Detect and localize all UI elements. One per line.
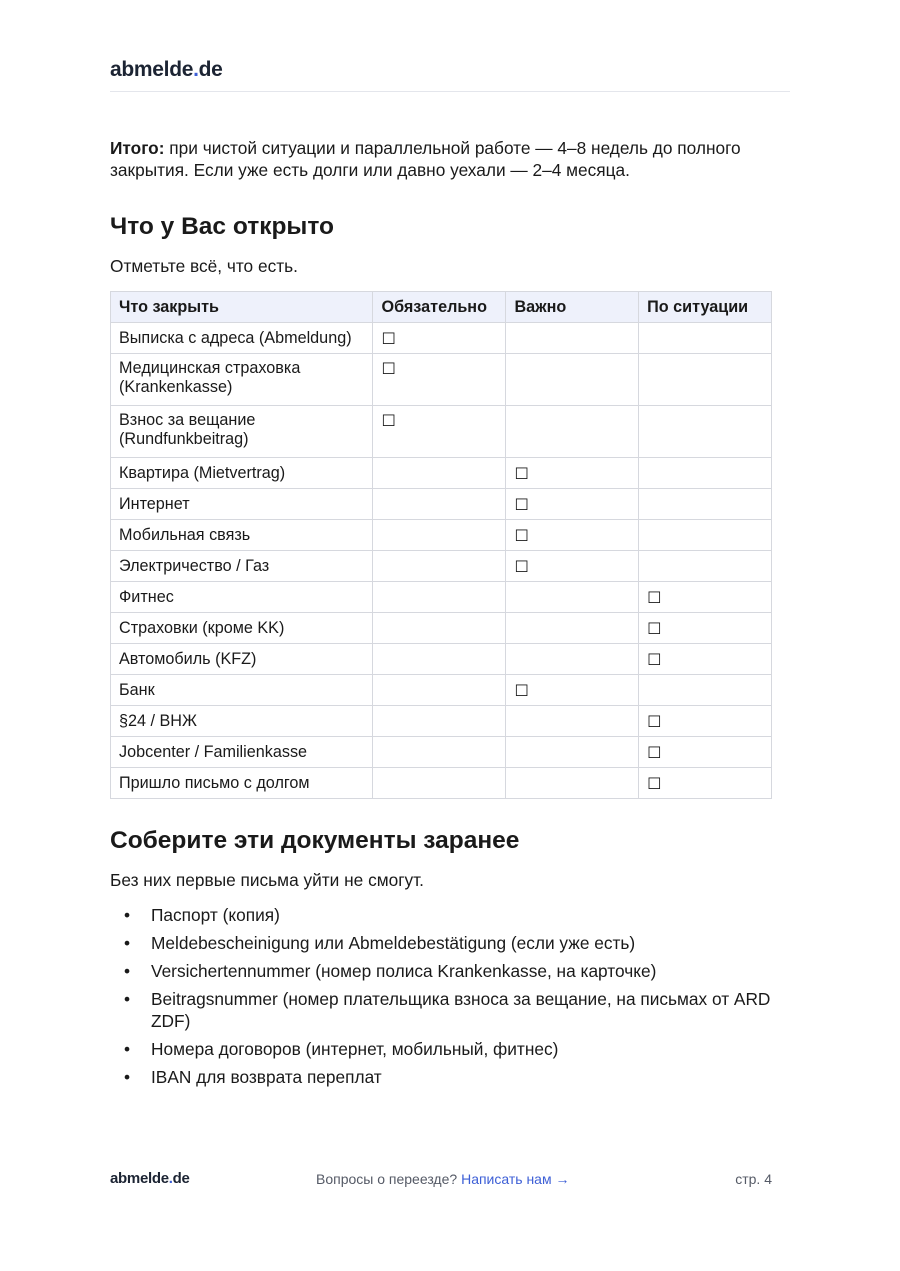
cell-situational xyxy=(639,323,772,354)
summary-text: при чистой ситуации и параллельной работе — 4–8 недель до полного закрытия. Если уже есть долги или давно уехали — 2–4 месяца. xyxy=(110,138,741,180)
cell-important[interactable] xyxy=(506,675,639,706)
cell-important[interactable] xyxy=(506,551,639,582)
row-label: Мобильная связь xyxy=(111,520,373,551)
table-header-row xyxy=(111,292,772,323)
checkbox-icon[interactable]: ☐ xyxy=(381,359,396,378)
cell-mandatory xyxy=(373,644,506,675)
table-row xyxy=(111,354,772,406)
checkbox-icon[interactable]: ☐ xyxy=(514,680,529,700)
cell-situational[interactable] xyxy=(639,582,772,613)
checkbox-icon[interactable]: ☐ xyxy=(647,587,662,607)
cell-situational xyxy=(639,551,772,582)
brand-logo[interactable] xyxy=(110,58,223,81)
row-label: Фитнес xyxy=(111,582,373,613)
cell-situational[interactable] xyxy=(639,768,772,799)
cell-important xyxy=(506,644,639,675)
checkbox-icon[interactable]: ☐ xyxy=(647,618,662,638)
cell-mandatory xyxy=(373,582,506,613)
checklist-table xyxy=(110,291,772,799)
checkbox-icon[interactable]: ☐ xyxy=(514,556,529,576)
row-label: Jobcenter / Familienkasse xyxy=(111,737,373,768)
cell-situational xyxy=(639,354,772,406)
checkbox-icon[interactable]: ☐ xyxy=(381,411,396,430)
table-row xyxy=(111,706,772,737)
cell-mandatory[interactable] xyxy=(373,354,506,406)
list-item: • Meldebescheinigung или Abmeldebestätigung (если уже есть) xyxy=(110,932,790,954)
cell-important xyxy=(506,582,639,613)
cell-mandatory xyxy=(373,489,506,520)
section-title-documents: Соберите эти документы заранее xyxy=(110,827,520,854)
cell-mandatory xyxy=(373,458,506,489)
cell-mandatory xyxy=(373,613,506,644)
footer-logo[interactable] xyxy=(110,1170,190,1187)
footer-question-text: Вопросы о переезде? xyxy=(316,1171,458,1187)
section-subtitle-open-items: Отметьте всё, что есть. xyxy=(110,256,298,276)
row-label: Банк xyxy=(111,675,373,706)
cell-mandatory xyxy=(373,768,506,799)
list-item: • Beitragsnummer (номер плательщика взноса за вещание, на письмах от ARD ZDF) xyxy=(110,988,790,1032)
cell-important xyxy=(506,613,639,644)
list-item: • Versichertennummer (номер полиса Krankenkasse, на карточке) xyxy=(110,960,790,982)
column-header-item: Что закрыть xyxy=(111,292,373,323)
checkbox-icon[interactable]: ☐ xyxy=(647,773,662,793)
checklist-body xyxy=(111,323,772,799)
checkbox-icon[interactable]: ☐ xyxy=(514,494,529,514)
table-row xyxy=(111,520,772,551)
cell-mandatory[interactable] xyxy=(373,406,506,458)
cell-important xyxy=(506,737,639,768)
section-title-open-items: Что у Вас открыто xyxy=(110,213,334,240)
column-header-mandatory: Обязательно xyxy=(373,292,506,323)
footer-logo-dot: . xyxy=(168,1170,173,1187)
page-footer xyxy=(110,1170,772,1190)
logo-dot: . xyxy=(193,58,199,81)
row-label: Автомобиль (KFZ) xyxy=(111,644,373,675)
documents-list xyxy=(110,904,790,1094)
footer-logo-main: abmelde xyxy=(110,1170,169,1187)
cell-situational xyxy=(639,520,772,551)
row-label: Страховки (кроме KK) xyxy=(111,613,373,644)
table-row xyxy=(111,489,772,520)
row-label: Медицинская страховка (Krankenkasse) xyxy=(111,354,373,406)
cell-important xyxy=(506,768,639,799)
table-row xyxy=(111,406,772,458)
table-row xyxy=(111,737,772,768)
column-header-important: Важно xyxy=(506,292,639,323)
row-label: Электричество / Газ xyxy=(111,551,373,582)
checkbox-icon[interactable]: ☐ xyxy=(381,328,396,348)
list-item: • Паспорт (копия) xyxy=(110,904,790,926)
table-row xyxy=(111,551,772,582)
row-label: Взнос за вещание (Rundfunkbeitrag) xyxy=(111,406,373,458)
table-row xyxy=(111,323,772,354)
table-row xyxy=(111,675,772,706)
footer-question xyxy=(316,1171,569,1187)
checkbox-icon[interactable]: ☐ xyxy=(647,649,662,669)
logo-main: abmelde xyxy=(110,58,194,81)
cell-situational xyxy=(639,458,772,489)
section-subtitle-documents: Без них первые письма уйти не смогут. xyxy=(110,870,424,890)
cell-mandatory[interactable] xyxy=(373,323,506,354)
cell-situational xyxy=(639,489,772,520)
cell-mandatory xyxy=(373,520,506,551)
checkbox-icon[interactable]: ☐ xyxy=(514,525,529,545)
table-row xyxy=(111,458,772,489)
cell-important xyxy=(506,323,639,354)
summary-label: Итого: xyxy=(110,138,165,158)
cell-important xyxy=(506,406,639,458)
list-item: • IBAN для возврата переплат xyxy=(110,1066,790,1088)
cell-situational xyxy=(639,406,772,458)
summary-paragraph xyxy=(110,137,790,181)
cell-mandatory xyxy=(373,551,506,582)
table-row xyxy=(111,613,772,644)
cell-situational[interactable] xyxy=(639,706,772,737)
table-row xyxy=(111,582,772,613)
contact-link[interactable]: Написать нам → xyxy=(461,1171,570,1187)
footer-logo-tld: de xyxy=(172,1170,190,1187)
cell-important[interactable] xyxy=(506,520,639,551)
row-label: Квартира (Mietvertrag) xyxy=(111,458,373,489)
cell-mandatory xyxy=(373,737,506,768)
cell-important[interactable] xyxy=(506,489,639,520)
cell-important[interactable] xyxy=(506,458,639,489)
table-row xyxy=(111,644,772,675)
checkbox-icon[interactable]: ☐ xyxy=(514,463,529,483)
checkbox-icon[interactable]: ☐ xyxy=(647,711,662,731)
logo-tld: de xyxy=(198,58,223,81)
cell-situational[interactable] xyxy=(639,644,772,675)
cell-situational[interactable] xyxy=(639,613,772,644)
row-label: Интернет xyxy=(111,489,373,520)
checkbox-icon[interactable]: ☐ xyxy=(647,742,662,762)
column-header-situational: По ситуации xyxy=(639,292,772,323)
page-number: стр. 4 xyxy=(735,1171,772,1187)
row-label: §24 / ВНЖ xyxy=(111,706,373,737)
row-label: Выписка с адреса (Abmeldung) xyxy=(111,323,373,354)
table-row xyxy=(111,768,772,799)
cell-situational[interactable] xyxy=(639,737,772,768)
cell-situational xyxy=(639,675,772,706)
row-label: Пришло письмо с долгом xyxy=(111,768,373,799)
cell-important xyxy=(506,706,639,737)
page-header xyxy=(110,58,790,92)
list-item: • Номера договоров (интернет, мобильный, фитнес) xyxy=(110,1038,790,1060)
cell-important xyxy=(506,354,639,406)
cell-mandatory xyxy=(373,675,506,706)
cell-mandatory xyxy=(373,706,506,737)
